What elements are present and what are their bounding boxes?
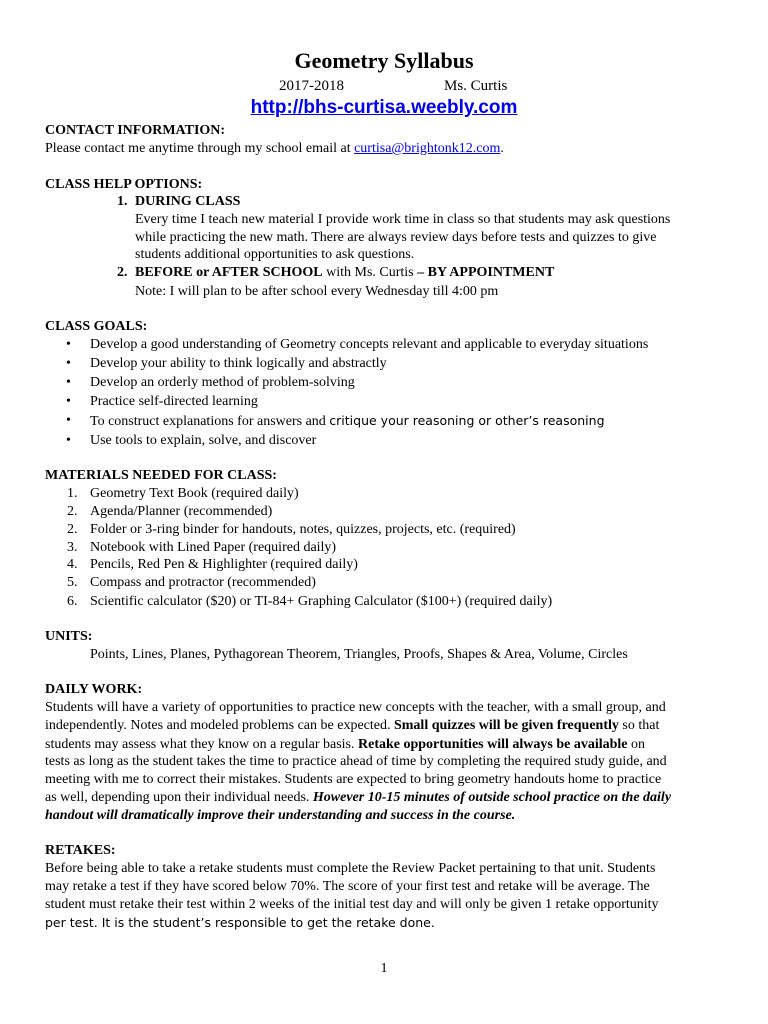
help-option-1-line: students additional opportunities to ask questions. [135, 247, 415, 262]
bullet: • [66, 356, 71, 371]
goal-item: Develop a good understanding of Geometry concepts relevant and applicable to everyday situations [90, 337, 649, 352]
daily-emphasis: Retake opportunities will always be available [358, 737, 628, 752]
help-option-1-line: while practicing the new math. There are always review days before tests and quizzes to give [135, 230, 657, 245]
contact-text [45, 140, 504, 158]
help-option-2-number: 2. [117, 265, 128, 280]
daily-line [45, 717, 659, 735]
help-option-2-title [135, 264, 554, 282]
teacher-name: Ms. Curtis [444, 78, 508, 94]
daily-text: independently. Notes and modeled problems can be expected. [45, 718, 394, 733]
daily-line: Students will have a variety of opportunities to practice new concepts with the teacher, with a small group, and [45, 700, 666, 715]
bullet: • [66, 337, 71, 352]
help-option-2-note: Note: I will plan to be after school every Wednesday till 4:00 pm [135, 284, 499, 299]
bullet: • [66, 433, 71, 448]
materials-heading: MATERIALS NEEDED FOR CLASS: [45, 468, 277, 483]
retakes-line [45, 914, 435, 933]
material-number: 5. [67, 575, 78, 590]
contact-sentence: Please contact me anytime through my school email at [45, 141, 355, 156]
material-number: 6. [67, 594, 78, 609]
help-option-2-mid: with Ms. Curtis [322, 265, 418, 280]
goal-item-part: critique your reasoning or other’s reasoning [329, 413, 605, 428]
help-option-2-bold: BEFORE or AFTER SCHOOL [135, 265, 323, 280]
goal-item: Use tools to explain, solve, and discover [90, 433, 317, 448]
help-heading: CLASS HELP OPTIONS: [45, 177, 203, 192]
material-number: 1. [67, 486, 78, 501]
help-option-1-line: Every time I teach new material I provide work time in class so that students may ask questions [135, 212, 671, 227]
retakes-line: may retake a test if they have scored below 70%. The score of your first test and retake will be average. The [45, 879, 650, 894]
retakes-text: per test. [45, 915, 102, 930]
bullet: • [66, 413, 71, 428]
material-item: Folder or 3-ring binder for handouts, notes, quizzes, projects, etc. (required) [90, 522, 516, 537]
daily-text: on [627, 737, 646, 752]
bullet: • [66, 375, 71, 390]
material-item: Agenda/Planner (recommended) [90, 504, 273, 519]
goal-item [90, 412, 605, 431]
material-number: 2. [67, 522, 78, 537]
page-number: 1 [380, 961, 388, 976]
goal-item: Practice self-directed learning [90, 394, 258, 409]
retakes-line: Before being able to take a retake students must complete the Review Packet pertaining to that unit. Students [45, 861, 656, 876]
daily-text: so that [618, 718, 660, 733]
goal-item: Develop an orderly method of problem-solving [90, 375, 355, 390]
material-number: 2. [67, 504, 78, 519]
website-link[interactable]: http://bhs-curtisa.weebly.com [250, 97, 518, 118]
daily-text: as well, depending upon their individual needs. [45, 790, 313, 805]
daily-text: students may assess what they know on a regular basis. [45, 737, 358, 752]
material-item: Compass and protractor (recommended) [90, 575, 316, 590]
email-link[interactable]: curtisa@brightonk12.com [354, 141, 501, 156]
material-item: Scientific calculator ($20) or TI-84+ Graphing Calculator ($100+) (required daily) [90, 594, 553, 609]
goal-item: Develop your ability to think logically and abstractly [90, 356, 387, 371]
contact-period: . [500, 141, 504, 156]
material-item: Geometry Text Book (required daily) [90, 486, 299, 501]
daily-emphasis: Small quizzes will be given frequently [393, 718, 619, 733]
daily-line: handout will dramatically improve their understanding and success in the course. [45, 808, 516, 823]
material-number: 3. [67, 540, 78, 555]
contact-heading: CONTACT INFORMATION: [45, 123, 226, 138]
daily-line: meeting with me to correct their mistakes. Students are expected to bring geometry handouts home to practice [45, 772, 662, 787]
daily-heading: DAILY WORK: [45, 682, 143, 697]
help-option-1-title: DURING CLASS [135, 194, 241, 209]
daily-emphasis: However 10-15 minutes of outside school practice on the daily [312, 790, 672, 805]
daily-line [45, 789, 671, 807]
goals-heading: CLASS GOALS: [45, 319, 148, 334]
material-item: Pencils, Red Pen & Highlighter (required daily) [90, 557, 358, 572]
page-title: Geometry Syllabus [294, 48, 474, 73]
header-subline [279, 76, 508, 96]
help-option-1-number: 1. [117, 194, 128, 209]
school-year: 2017-2018 [279, 78, 344, 94]
retakes-line: student must retake their test within 2 weeks of the initial test day and will only be given 1 retake opportunity [45, 897, 659, 912]
bullet: • [66, 394, 71, 409]
goal-item-part: To construct explanations for answers and [90, 414, 330, 429]
daily-line [45, 736, 645, 754]
units-list: Points, Lines, Planes, Pythagorean Theorem, Triangles, Proofs, Shapes & Area, Volume, Circles [90, 647, 628, 662]
units-heading: UNITS: [45, 629, 93, 644]
retakes-text: It is the student’s responsible to get the retake done. [101, 915, 435, 930]
retakes-heading: RETAKES: [45, 843, 116, 858]
help-option-2-appointment: – BY APPOINTMENT [417, 265, 555, 280]
material-item: Notebook with Lined Paper (required daily) [90, 540, 337, 555]
daily-line: tests as long as the student takes the time to practice ahead of time by completing the required study guide, and [45, 754, 667, 769]
material-number: 4. [67, 557, 78, 572]
